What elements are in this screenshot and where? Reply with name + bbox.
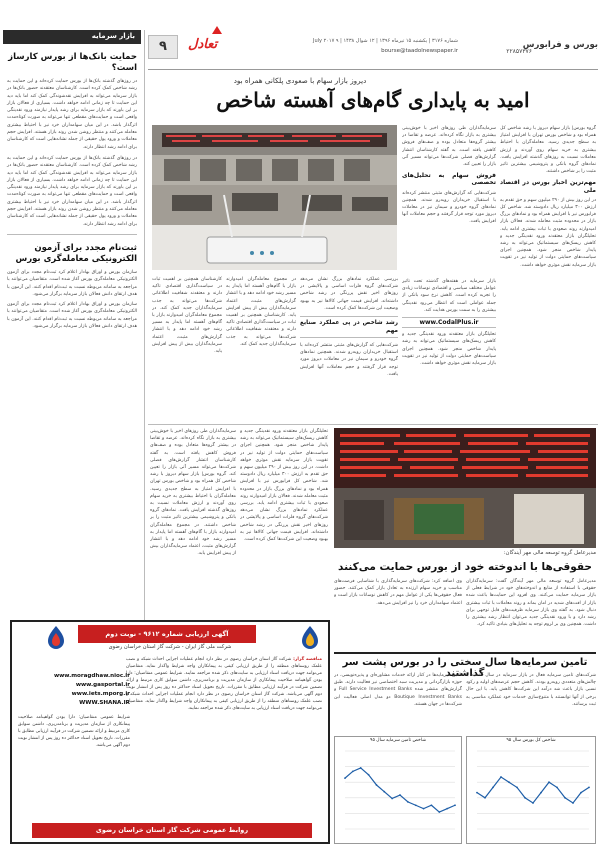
lead-col4-text: بررسی عملکرد نمادهای بزرگ نشان می‌دهد شرکت‌های گروه فلزات اساسی و پالایشی در روزهای اخیر نقش پررنگی در رشد شاخص داشته‌اند. افزایش قیمت جهانی کالاها نیز به بهبود وضعیت این شرکت‌ها کمک کرده است. xyxy=(300,277,398,311)
chart-point xyxy=(368,774,370,776)
page-header xyxy=(148,30,598,70)
sidebar-story2-title: ثبت‌نام مجدد برای آزمون الکترونیکی معامله‌گری بورس xyxy=(15,242,137,264)
chart-point xyxy=(352,770,354,772)
ad-link-3[interactable]: www.iets.mporg.ir xyxy=(71,691,130,697)
ad-body-text: شرکت گاز استان خراسان رضوی در نظر دارد انجام عملیات اجرایی احداث شبکه و نصب علمک روستاهای منطقه را از طریق ارزیابی کیفی به پیمانکاران واجد شرایط واگذار نماید. متقاضیان می‌توانند جهت دریافت اسناد ارزیابی به سایت‌های ذکر شده مراجعه نمایند. xyxy=(126,657,322,676)
lead-col2-text-more: شرکت‌هایی که گزارش‌های مثبتی منتشر کرده‌اند با استقبال خریداران روبه‌رو شدند. همچنین نمادهای گروه خودرو و سیمان نیز در معاملات دیروز مورد توجه قرار گرفتند و حجم معاملات آنها افزایش یافت. xyxy=(402,190,496,225)
sidebar xyxy=(3,30,141,628)
sidebar-divider xyxy=(7,234,137,235)
gas-company-logo-icon xyxy=(44,625,68,651)
lead-kicker: دیروز بازار سهام با صعودی پلکانی همراه بود xyxy=(233,76,367,85)
lead-column-7 xyxy=(240,428,328,618)
story3-text: شرکت‌های تامین سرمایه فعال در بازار سرمایه در سال گذشته با چالش‌های متعددی روبه‌رو بودند. کاهش حجم عرضه‌های اولیه و رکود نسبی بازار باعث شد درآمد این شرکت‌ها کاهش یابد. با این حال برخی از آنها توانستند با متنوع‌سازی خدمات خود عملکرد مناسبی به ثبت برسانند. xyxy=(466,673,596,707)
codal-website-link[interactable]: www.CodalPlus.ir xyxy=(402,317,496,328)
chart-point xyxy=(564,797,566,799)
chart-investment-index-plot xyxy=(335,743,461,839)
story2-headline: حقوقی‌ها با اندوخته خود از بورس حمایت می‌کنند xyxy=(338,561,592,573)
newspaper-logo xyxy=(184,33,228,59)
lead-col2-text: سرمایه‌گذاران طی روزهای اخیر با خوش‌بینی بیشتری به بازار نگاه کرده‌اند. عرضه و تقاضا در بیشتر گروه‌ها متعادل بوده و صف‌های فروش کاهش یافته است. به گفته کارشناسان انتشار گزارش‌های فصلی شرکت‌ها می‌تواند مسیر آتی بازار را تعیین کند. xyxy=(402,126,496,168)
story3-column-1 xyxy=(466,672,596,732)
ad-organization: شرکت ملی گاز ایران - شرکت گاز استان خراسان رضوی xyxy=(108,644,232,650)
ad-title: آگهی ارزیابی شماره ۹۶۱۲ - نوبت دوم xyxy=(78,625,256,643)
lead-col2-subhead: فروش سهام به تحلیل‌های تخصصی xyxy=(402,172,496,187)
lead-col1-text-more: در این روز بیش از ۲۹۰ میلیون سهم و حق تقدم به ارزش ۳۰۰ میلیارد ریال دادوستد شد. شاخص کل فرابورس نیز با افزایش همراه بود و نمادهای بزرگ بازار در محدوده مثبت معامله شدند. فعالان بازار امیدوارند روند صعودی با ثبات بیشتری ادامه یابد. xyxy=(500,197,596,232)
lead-col6-text-more: در مجموع معامله‌گران امیدوارند بازار با گام‌های آهسته اما پایدار به مسیر رشد خود ادامه دهد و با انتشار گزارش‌های مثبت، اعتماد سرمایه‌گذاران بیش از پیش افزایش یابد. xyxy=(152,305,222,355)
chart-point xyxy=(556,787,558,789)
story2-caption: مدیرعامل گروه توسعه مالی مهر آیندگان: xyxy=(503,550,596,556)
chart-point xyxy=(500,776,502,778)
lead-col8-text: سرمایه‌گذاران طی روزهای اخیر با خوش‌بینی بیشتری به بازار نگاه کرده‌اند. عرضه و تقاضا در بیشتر گروه‌ها متعادل بوده و صف‌های فروش کاهش یافته است. به گفته کارشناسان انتشار گزارش‌های فصلی شرکت‌ها می‌تواند مسیر آتی بازار را تعیین کند. xyxy=(150,429,236,478)
sidebar-story2-body: سازمان بورس و اوراق بهادار اعلام کرد ثبت‌نام مجدد برای آزمون الکترونیکی معامله‌گری بورس آغاز شده است. متقاضیان می‌توانند با مراجعه به سامانه مربوطه نسبت به ثبت‌نام اقدام کنند. این آزمون با هدف ارتقای دانش فعالان بازار سرمایه برگزار می‌شود. xyxy=(7,269,137,297)
chart-point xyxy=(572,802,574,804)
story2-text: مدیرعامل گروه توسعه مالی مهر آیندگان گفت: سرمایه‌گذاران حقوقی با استفاده از منابع و اندوخته‌های خود در شرایط فعلی از بازار سرمایه حمایت می‌کنند. وی افزود این حمایت‌ها باعث شده بازار از افت‌های شدید در امان بماند و روند معاملات با ثبات بیشتری دنبال شود. به گفته وی بازار سرمایه ظرفیت‌های قابل توجهی برای رشد دارد و با ورود نقدینگی جدید می‌توان انتظار رشد بیشتری را داشت. همچنین وی بر لزوم توجه به تحلیل‌های بنیادی تاکید کرد. xyxy=(466,579,596,628)
trading-floor-illustration xyxy=(152,125,397,270)
chart-point xyxy=(415,804,417,806)
lead-column-2 xyxy=(402,125,496,275)
lead-col7-text: تحلیلگران بازار معتقدند ورود نقدینگی جدید و کاهش ریسک‌های سیستماتیک می‌تواند به رشد پایدار شاخص منجر شود. همچنین اجرای سیاست‌های حمایتی دولت از تولید نیز در تقویت بازار سرمایه نقش موثری خواهد داشت. xyxy=(240,429,328,471)
ticker-board-illustration xyxy=(334,428,596,548)
chart-point xyxy=(580,792,582,794)
chart-point xyxy=(548,781,550,783)
sidebar-story1-title: حمایت بانک‌ها از بورس کارساز است؟ xyxy=(8,52,137,73)
chart-point xyxy=(588,787,590,789)
lead-pullquote: رشد شاخص در پی عملکرد صنایع مهم xyxy=(300,316,398,338)
chart-point xyxy=(431,804,433,806)
ad-link-2[interactable]: www.gasportal.ir xyxy=(75,682,130,688)
chart-point xyxy=(423,808,425,810)
chart-point xyxy=(360,767,362,769)
ad-link-1[interactable]: www.moragdhaw.nioc.ir xyxy=(53,673,130,679)
chart-series-line xyxy=(477,777,589,803)
lead-column-4 xyxy=(300,276,398,421)
lead-col3-text: بازار سرمایه در هفته‌های گذشته تحت تاثیر عوامل مختلف سیاسی و اقتصادی نوسانات زیادی را تجربه کرده است. کاهش نرخ سود بانکی از جمله عواملی است که انتظار می‌رود نقدینگی بیشتری را به سمت بورس هدایت کند. xyxy=(402,279,496,313)
lead-column-6 xyxy=(152,276,222,421)
story3-column-2 xyxy=(334,672,462,732)
chart-point xyxy=(383,791,385,793)
ad-footer: روابط عمومی شرکت گاز استان خراسان رضوی xyxy=(32,823,312,838)
ad-body-text-2: شرایط عمومی متقاضیان: دارا بودن گواهینامه صلاحیت پیمانکاری از سازمان مدیریت و برنامه‌ریزی، داشتن سوابق کاری مرتبط و ارائه تضمین شرکت در فرآیند ارزیابی مطابق با مقررات. تاریخ تحویل اسناد حداکثر ده روز پس از انتشار نوبت دوم آگهی می‌باشد. xyxy=(126,671,322,697)
chart-investment-index-title: شاخص تامین سرمایه سال ۹۵ xyxy=(370,738,426,743)
lead-column-1 xyxy=(500,125,596,421)
sidebar-header: بازار سرمایه xyxy=(3,30,141,44)
section-divider xyxy=(148,424,598,425)
dateline: شماره ۳۱۷۶ | یکشنبه ۱۵ تیرماه ۱۳۹۶ | ۱۲ شوال ۱۴۳۸ | ۹ July ۲۰۱۷ xyxy=(312,38,458,44)
chart-point xyxy=(492,787,494,789)
lead-col5-text-more: کارشناسان همچنین بر اهمیت ثبات در سیاست‌گذاری اقتصادی تاکید دارند و معتقدند شفافیت اطلاعاتی شرکت‌ها می‌تواند به جذب سرمایه‌گذاران جدید کمک کند. xyxy=(226,313,296,347)
stock-exchange-hall-photo xyxy=(152,125,397,270)
story2-text-more: وی اضافه کرد: شرکت‌های سرمایه‌گذاری با شناسایی فرصت‌های مناسب و خرید سهام ارزنده به تعادل بازار کمک می‌کنند. حضور فعال حقوقی‌ها یکی از عوامل مهم در کاهش نوسانات بازار است و اعتماد سهامداران خرد را نیز افزایش می‌دهد. xyxy=(334,579,462,606)
chart-point xyxy=(508,781,510,783)
chart-point xyxy=(391,798,393,800)
nigc-logo-icon xyxy=(298,625,322,651)
ad-conditions xyxy=(18,714,130,818)
logo-text: تعادل xyxy=(188,37,218,52)
logo-triangle-icon xyxy=(212,26,222,34)
newspaper-email[interactable]: bourse@taadolnewspaper.ir xyxy=(381,48,458,54)
ad-website-links xyxy=(18,672,130,708)
lead-col3-text-more: تحلیلگران بازار معتقدند ورود نقدینگی جدید و کاهش ریسک‌های سیستماتیک می‌تواند به رشد پایدار شاخص منجر شود. همچنین اجرای سیاست‌های حمایتی دولت از تولید نیز در تقویت بازار سرمایه نقش موثری خواهد داشت. xyxy=(402,332,496,367)
chart-point xyxy=(454,804,456,806)
sidebar-story1-body-more: در روزهای گذشته بانک‌ها از بورس حمایت کرده‌اند و این حمایت به رشد شاخص کمک کرده است. کارشناسان معتقدند حضور بانک‌ها در بازار سرمایه می‌تواند به افزایش نقدشوندگی کمک کند اما باید دید این حمایت تا چه زمانی ادامه خواهد داشت. بسیاری از فعالان بازار بر این باورند که بازار سرمایه برای رشد پایدار نیازمند ورود نقدینگی واقعی است و حمایت‌های مقطعی تنها می‌تواند به صورت کوتاه‌مدت اثرگذار باشد. در این میان سهامداران خرد نیز با احتیاط بیشتری معامله می‌کنند و منتظر روشن شدن روند بازار هستند. افزایش حجم معاملات و ورود پول حقیقی از جمله نشانه‌هایی است که کارشناسان برای ادامه رشد انتظار دارند. xyxy=(7,155,137,227)
story3-text-more: تامین سرمایه‌ها در کنار ارائه خدمات مشاوره‌ای و پذیره‌نویسی، در حوزه بازارگردانی و مدیریت سبد اختصاصی نیز فعالیت دارند. طبق گزارش‌های منتشر شده Full Service Investment Banks و Boutique Investment Banks دو مدل اصلی فعالیت این شرکت‌ها در جهان هستند. xyxy=(334,673,462,707)
column-divider xyxy=(144,30,145,620)
chart-point xyxy=(344,777,346,779)
trading-board-photo xyxy=(334,428,596,548)
tender-advertisement xyxy=(10,620,330,844)
lead-col6-text: کارشناسان همچنین بر اهمیت ثبات در سیاست‌گذاری اقتصادی تاکید دارند و معتقدند شفافیت اطلاعاتی شرکت‌ها می‌تواند به جذب سرمایه‌گذاران جدید کمک کند. xyxy=(152,277,222,311)
story2-column-2 xyxy=(334,578,462,646)
lead-col1-text-extra: تحلیلگران بازار معتقدند ورود نقدینگی جدید و کاهش ریسک‌های سیستماتیک می‌تواند به رشد پایدار شاخص منجر شود. همچنین اجرای سیاست‌های حمایتی دولت از تولید نیز در تقویت بازار سرمایه نقش موثری خواهد داشت. xyxy=(500,233,596,268)
lead-col4-text-more: شرکت‌هایی که گزارش‌های مثبتی منتشر کرده‌اند با استقبال خریداران روبه‌رو شدند. همچنین نمادهای گروه خودرو و سیمان نیز در معاملات دیروز مورد توجه قرار گرفتند و حجم معاملات آنها افزایش یافت. xyxy=(300,343,398,377)
chart-point xyxy=(407,801,409,803)
chart-total-index-title: شاخص کل بورس سال ۹۵ xyxy=(506,738,556,743)
chart-point xyxy=(484,797,486,799)
lead-col1-text: گروه بورس| بازار سهام دیروز با رشد شاخص کل همراه بود و شاخص بورس تهران با افزایش امتیاز به سطح جدیدی رسید. معامله‌گران با احتیاط بیشتری به خرید سهام روی آوردند و ارزش معاملات نسبت به روزهای گذشته افزایش یافت. نمادهای گروه بانکی و پتروشیمی بیشترین تاثیر مثبت را بر شاخص داشتند. xyxy=(500,126,596,175)
newspaper-phone: ۲۲۸۵۷۳۷۶ xyxy=(506,48,532,55)
lead-headline: امید به پایداری گام‌های آهسته شاخص xyxy=(216,88,530,112)
section-title: بورس و فرابورس xyxy=(522,40,598,50)
chart-point xyxy=(532,802,534,804)
chart-point xyxy=(399,794,401,796)
chart-series-line xyxy=(345,768,455,812)
story2-column-1 xyxy=(466,578,596,646)
chart-point xyxy=(476,792,478,794)
ad-link-4[interactable]: WWW.SHANA.IR xyxy=(79,700,130,706)
chart-point xyxy=(540,792,542,794)
lead-column-3 xyxy=(402,278,496,421)
ad-body xyxy=(126,656,322,816)
ad-conditions-text: شرایط عمومی متقاضیان: دارا بودن گواهینامه صلاحیت پیمانکاری از سازمان مدیریت و برنامه‌ریزی، داشتن سوابق کاری مرتبط و ارائه تضمین شرکت در فرآیند ارزیابی مطابق با مقررات. تاریخ تحویل اسناد حداکثر ده روز پس از انتشار نوبت دوم آگهی می‌باشد. xyxy=(18,715,130,748)
lead-col7-text-extra: بررسی عملکرد نمادهای بزرگ نشان می‌دهد شرکت‌های گروه فلزات اساسی و پالایشی در روزهای اخیر نقش پررنگی در رشد شاخص داشته‌اند. افزایش قیمت جهانی کالاها نیز به بهبود وضعیت این شرکت‌ها کمک کرده است. xyxy=(240,501,328,543)
lead-col1-subhead: مهم‌ترین اخبار بورس در اقتصاد ملی xyxy=(500,179,596,194)
chart-total-index-plot xyxy=(467,743,595,839)
lead-col5-text: در مجموع معامله‌گران امیدوارند بازار با گام‌های آهسته اما پایدار به مسیر رشد خود ادامه دهد و با انتشار گزارش‌های مثبت، اعتماد سرمایه‌گذاران بیش از پیش افزایش یابد. xyxy=(226,277,296,319)
chart-point xyxy=(516,787,518,789)
page-number: ۹ xyxy=(148,35,178,59)
sidebar-story1-body: در روزهای گذشته بانک‌ها از بورس حمایت کرده‌اند و این حمایت به رشد شاخص کمک کرده است. کارشناسان معتقدند حضور بانک‌ها در بازار سرمایه می‌تواند به افزایش نقدشوندگی کمک کند اما باید دید این حمایت تا چه زمانی ادامه خواهد داشت. بسیاری از فعالان بازار بر این باورند که بازار سرمایه برای رشد پایدار نیازمند ورود نقدینگی واقعی است و حمایت‌های مقطعی تنها می‌تواند به صورت کوتاه‌مدت اثرگذار باشد. در این میان سهامداران خرد نیز با احتیاط بیشتری معامله می‌کنند و منتظر روشن شدن روند بازار هستند. افزایش حجم معاملات و ورود پول حقیقی از جمله نشانه‌هایی است که کارشناسان برای ادامه رشد انتظار دارند. xyxy=(7,79,137,150)
chart-point xyxy=(524,797,526,799)
sidebar-story2-body-more: سازمان بورس و اوراق بهادار اعلام کرد ثبت‌نام مجدد برای آزمون الکترونیکی معامله‌گری بورس آغاز شده است. متقاضیان می‌توانند با مراجعه به سامانه مربوطه نسبت به ثبت‌نام اقدام کنند. این آزمون با هدف ارتقای دانش فعالان بازار سرمایه برگزار می‌شود. xyxy=(7,302,137,330)
chart-investment-index xyxy=(334,736,462,844)
story3-headline: تامین سرمایه‌ها سال سختی را در بورس پشت سر گذاشتند xyxy=(334,652,596,679)
chart-point xyxy=(446,808,448,810)
chart-total-index xyxy=(466,736,596,844)
ad-body-label: مناقصه گزار: xyxy=(293,657,322,662)
lead-col8-text-more: گروه بورس| بازار سهام دیروز با رشد شاخص کل همراه بود و شاخص بورس تهران با افزایش امتیاز به سطح جدیدی رسید. معامله‌گران با احتیاط بیشتری به خرید سهام روی آوردند و ارزش معاملات نسبت به روزهای گذشته افزایش یافت. نمادهای گروه بانکی و پتروشیمی بیشترین تاثیر مثبت را بر شاخص داشتند. xyxy=(150,472,236,528)
lead-column-5 xyxy=(226,276,296,421)
lead-col8-text-extra: در مجموع معامله‌گران امیدوارند بازار با گام‌های آهسته اما پایدار به مسیر رشد خود ادامه دهد و با انتشار گزارش‌های مثبت، اعتماد سرمایه‌گذاران بیش از پیش افزایش یابد. xyxy=(150,522,236,557)
chart-point xyxy=(438,811,440,813)
lead-col7-text-more: در این روز بیش از ۲۹۰ میلیون سهم و حق تقدم به ارزش ۳۰۰ میلیارد ریال دادوستد شد. شاخص کل فرابورس نیز با افزایش همراه بود و نمادهای بزرگ بازار در محدوده مثبت معامله شدند. فعالان بازار امیدوارند روند صعودی با ثبات بیشتری ادامه یابد. xyxy=(240,465,328,507)
chart-point xyxy=(376,784,378,786)
lead-column-8 xyxy=(150,428,236,618)
ad-body-text-3: شرکت گاز استان خراسان رضوی در نظر دارد انجام عملیات اجرایی احداث شبکه و نصب علمک روستاهای منطقه را از طریق ارزیابی کیفی به پیمانکاران واجد شرایط واگذار نماید. متقاضیان می‌توانند جهت دریافت اسناد ارزیابی به سایت‌های ذکر شده مراجعه نمایند. xyxy=(126,692,322,711)
